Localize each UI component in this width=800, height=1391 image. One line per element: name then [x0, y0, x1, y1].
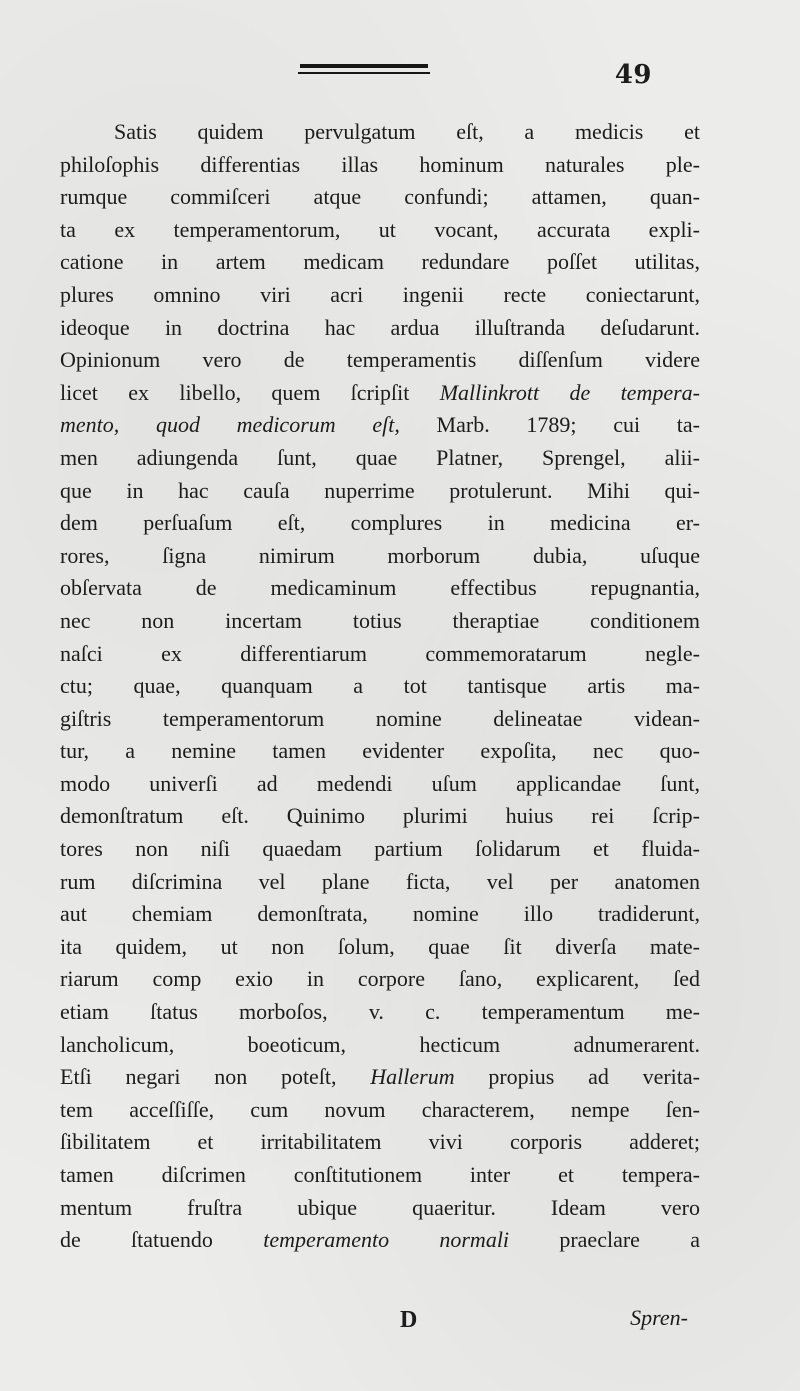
text-line: tem acceſſiſſe, cum novum characterem, nempe ſen-: [60, 1096, 700, 1122]
text-line: [60, 409, 700, 442]
text-line: ita quidem, ut non ſolum, quae ſit diverſa mate-: [60, 933, 700, 959]
text-line: giſtris temperamentorum nomine delineatae videan-: [60, 705, 700, 731]
text-line: ſibilitatem et irritabilitatem vivi corporis adderet;: [60, 1129, 700, 1155]
header-rule: [300, 64, 428, 68]
text-line: naſci ex differentiarum commemoratarum negle-: [60, 640, 700, 666]
signature-mark: D: [400, 1307, 418, 1333]
text-line: dem perſuaſum eſt, complures in medicina er-: [60, 510, 700, 536]
text-line: plures omnino viri acri ingenii recte coniectarunt,: [60, 281, 700, 307]
text-line: modo univerſi ad medendi uſum applicandae ſunt,: [60, 770, 700, 796]
text-line: [60, 1061, 700, 1094]
text-line: ta ex temperamentorum, ut vocant, accurata expli-: [60, 216, 700, 242]
text-line: tamen diſcrimen conſtitutionem inter et tempera-: [60, 1162, 700, 1187]
catchword: Spren-: [630, 1305, 688, 1330]
text-line: Opinionum vero de temperamentis diſſenſum videre: [60, 347, 700, 373]
text-line: Satis quidem pervulgatum eſt, a medicis et: [114, 119, 700, 144]
italic-segment: Hallerum: [370, 1064, 455, 1090]
text-line: que in hac cauſa nuperrime protulerunt. Mihi qui-: [60, 477, 700, 503]
text-line: etiam ſtatus morboſos, v. c. temperamentum me-: [60, 999, 700, 1025]
text-line: [60, 377, 700, 410]
text-line: ideoque in doctrina hac ardua illuſtranda deſudarunt.: [60, 314, 700, 340]
text-line: ctu; quae, quanquam a tot tantisque artis ma-: [60, 673, 700, 699]
text-line: rores, ſigna nimirum morborum dubia, uſuque: [60, 542, 700, 568]
text-line: obſervata de medicaminum effectibus repugnantia,: [60, 575, 700, 601]
text-line: demonſtratum eſt. Quinimo plurimi huius rei ſcrip-: [60, 803, 700, 829]
body-text: [60, 116, 700, 1257]
text-segment: propius ad verita-: [454, 1064, 700, 1090]
text-line: [60, 1224, 700, 1257]
text-line: lancholicum, boeoticum, hecticum adnumerarent.: [60, 1031, 700, 1057]
header-rule-thin: [298, 72, 430, 74]
text-segment: de ſtatuendo: [60, 1227, 264, 1253]
text-line: tur, a nemine tamen evidenter expoſita, nec quo-: [60, 738, 700, 764]
text-line: tores non niſi quaedam partium ſolidarum et fluida-: [60, 836, 700, 862]
text-line: men adiungenda ſunt, quae Platner, Sprengel, alii-: [60, 444, 700, 470]
text-line: mentum fruſtra ubique quaeritur. Ideam vero: [60, 1194, 700, 1220]
text-segment: licet ex libello, quem ſcripſit: [60, 379, 440, 405]
text-line: riarum comp exio in corpore ſano, explicarent, ſed: [60, 966, 700, 992]
italic-segment: Mallinkrott de tempera-: [439, 379, 700, 405]
italic-segment: mento, quod medicorum eſt,: [60, 412, 400, 438]
page-number: 49: [614, 60, 652, 90]
text-line: catione in artem medicam redundare poſſet utilitas,: [60, 249, 700, 275]
italic-segment: temperamento normali: [263, 1227, 510, 1253]
text-segment: Marb. 1789; cui ta-: [399, 412, 700, 438]
text-segment: Etſi negari non poteſt,: [60, 1064, 371, 1090]
text-line: philoſophis differentias illas hominum naturales ple-: [60, 151, 700, 177]
text-segment: praeclare a: [509, 1227, 700, 1253]
text-line: nec non incertam totius theraptiae conditionem: [60, 607, 700, 633]
text-line: aut chemiam demonſtrata, nomine illo tradiderunt,: [60, 901, 700, 927]
text-line: rumque commiſceri atque confundi; attamen, quan-: [60, 184, 700, 210]
text-line: rum diſcrimina vel plane ficta, vel per anatomen: [60, 868, 700, 894]
